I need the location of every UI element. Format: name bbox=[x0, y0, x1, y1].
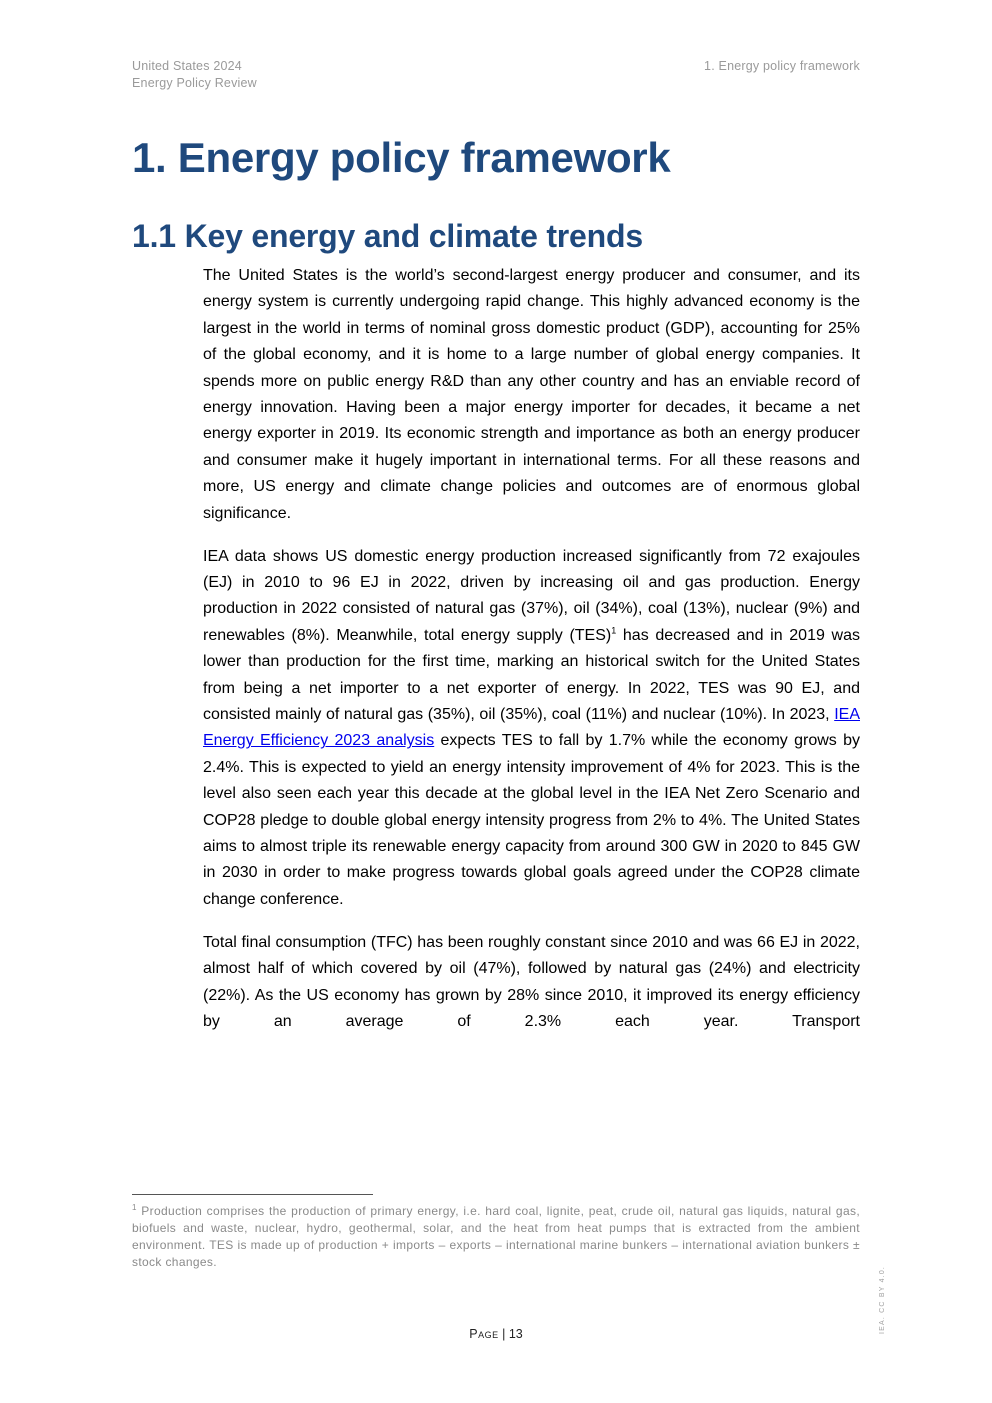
footnote bbox=[132, 1203, 860, 1271]
page-number: 13 bbox=[508, 1327, 523, 1341]
document-title-line-2: Energy Policy Review bbox=[132, 76, 257, 90]
document-title-line-1: United States 2024 bbox=[132, 59, 242, 73]
footnote-reference[interactable]: 1 bbox=[611, 625, 617, 636]
footnote-marker: 1 bbox=[132, 1203, 137, 1212]
document-title bbox=[132, 58, 257, 92]
body-text bbox=[203, 263, 860, 1052]
paragraph-2-part-c: expects TES to fall by 1.7% while the economy grows by 2.4%. This is expected to yield an energy intensity improvement of 4% for 2023. This is the level also seen each year this decade at the global level in the IEA Net Zero Scenario and COP28 pledge to double global energy intensity progress from 2% to 4%. The United States aims to almost triple its renewable energy capacity from around 300 GW in 2020 to 845 GW in 2030 in order to make progress towards global goals agreed under the COP28 climate change conference. bbox=[203, 732, 861, 908]
chapter-title: 1. Energy policy framework bbox=[132, 134, 671, 181]
footnote-divider bbox=[132, 1194, 373, 1195]
paragraph-2-part-a: IEA data shows US domestic energy production increased significantly from 72 exajoules (EJ) in 2010 to 96 EJ in 2022, driven by increasing oil and gas production. Energy production in 2022 consisted of natural gas (37%), oil (34%), coal (13%), nuclear (9%) and renewables (8%). Meanwhile, total energy supply (TES) bbox=[203, 547, 860, 644]
paragraph-1: The United States is the world’s second-largest energy producer and consumer, and its energy system is currently undergoing rapid change. This highly advanced economy is the largest in the world in terms of nominal gross domestic product (GDP), accounting for 25% of the global economy, and it is home to a large number of global energy companies. It spends more on public energy R&D than any other country and has an enviable record of energy innovation. Having been a major energy importer for decades, it became a net energy exporter in 2019. Its economic strength and importance as both an energy producer and consumer make it hugely important in international terms. For all these reasons and more, US energy and climate change policies and outcomes are of enormous global significance. bbox=[203, 267, 860, 522]
energy-efficiency-2023-link[interactable]: IEA Energy Efficiency 2023 analysis bbox=[203, 706, 860, 750]
page-label: Page bbox=[469, 1327, 499, 1341]
license-notice: IEA. CC BY 4.0. bbox=[879, 1265, 886, 1334]
paragraph-2-part-b: has decreased and in 2019 was lower than production for the first time, marking an historical switch for the United States from being a net importer to a net exporter of energy. In 2022, TES was 90 EJ, and consisted mainly of natural gas (35%), oil (35%), coal (11%) and nuclear (10%). In 2023, bbox=[203, 626, 860, 723]
section-title: 1.1 Key energy and climate trends bbox=[132, 218, 643, 254]
page-footer bbox=[0, 1326, 992, 1343]
paragraph-3: Total final consumption (TFC) has been roughly constant since 2010 and was 66 EJ in 2022, almost half of which covered by oil (47%), followed by natural gas (24%) and electricity (22%). As the US economy has grown by 28% since 2010, it improved its energy efficiency by an average of 2.3% each year. Transport bbox=[203, 933, 860, 1030]
paragraph-2 bbox=[203, 544, 860, 914]
chapter-reference: 1. Energy policy framework bbox=[704, 59, 860, 73]
footnote-text: Production comprises the production of primary energy, i.e. hard coal, lignite, peat, crude oil, natural gas liquids, natural gas, biofuels and waste, nuclear, hydro, geothermal, solar, and the heat from heat pumps that is extracted from the ambient environment. TES is made up of production + imports – exports – international marine bunkers – international aviation bunkers ± stock changes. bbox=[132, 1204, 860, 1269]
page-separator: | bbox=[498, 1327, 509, 1341]
